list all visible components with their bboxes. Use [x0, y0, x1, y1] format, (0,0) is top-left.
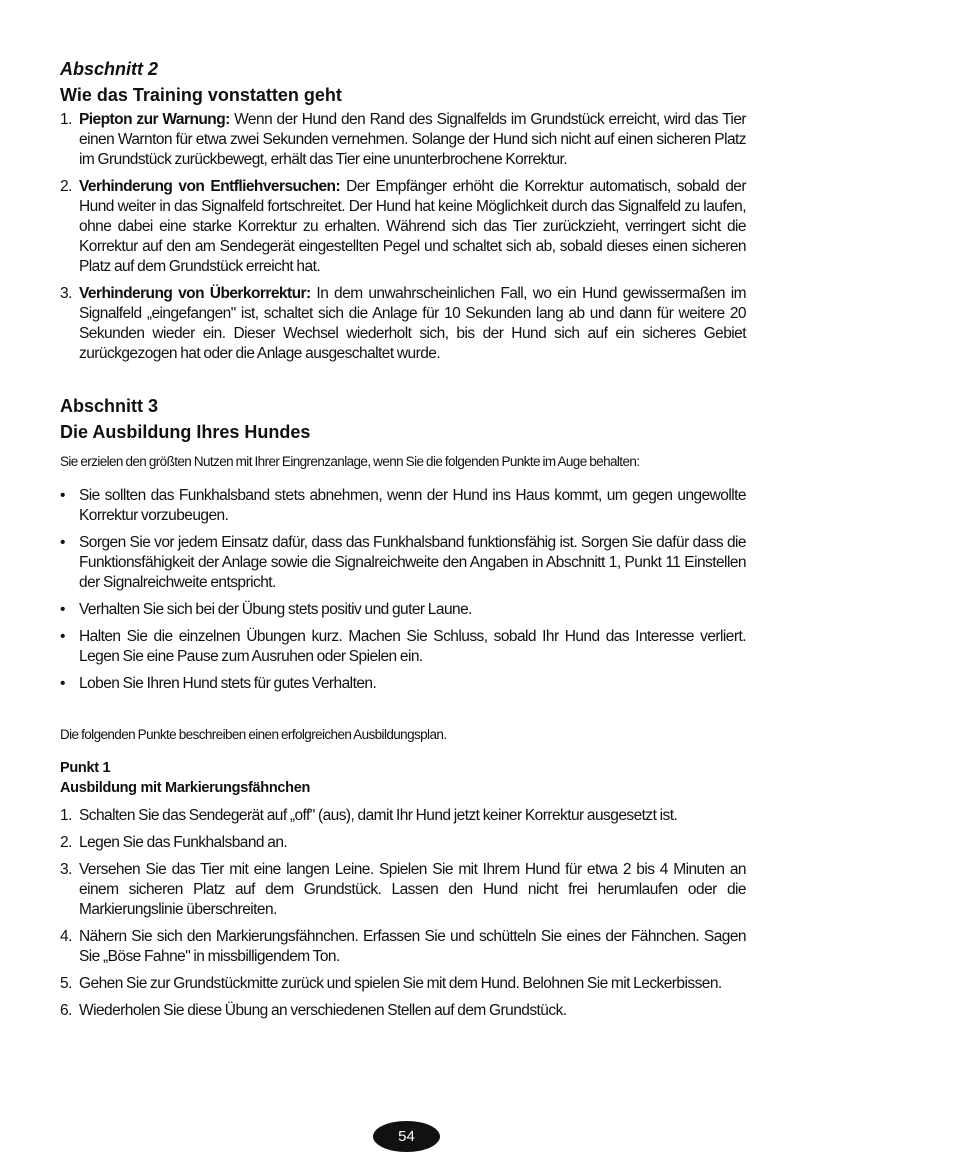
step-item — [60, 974, 746, 994]
bullet-icon: • — [60, 675, 65, 692]
step-number: 3. — [60, 861, 72, 878]
bullet-icon: • — [60, 487, 65, 504]
item-text: Wenn der Hund den Rand des Signalfelds im Grundstück erreicht, wird das Tier einen Warnton für etwa zwei Sekunden vernehmen. Solange der Hund sich nicht auf einen sicheren Platz im Grundstück zurückbewegt, erhält das Tier eine ununterbrochene Korrektur. — [79, 111, 747, 168]
punkt-1-label: Punkt 1 — [60, 760, 111, 776]
item-heading: Verhinderung von Überkorrektur: — [79, 285, 311, 302]
step-number: 2. — [60, 834, 72, 851]
step-text: Legen Sie das Funkhalsband an. — [79, 834, 288, 851]
bullet-item — [60, 486, 746, 526]
list-item — [60, 177, 746, 277]
section-2-label: Abschnitt 2 — [60, 59, 159, 79]
step-item — [60, 833, 746, 853]
list-item — [60, 284, 746, 364]
bullet-icon: • — [60, 628, 65, 645]
page-number-badge: 54 — [373, 1121, 440, 1152]
bullet-text: Halten Sie die einzelnen Übungen kurz. Machen Sie Schluss, sobald Ihr Hund das Interesse verliert. Legen Sie eine Pause zum Ausruhen oder Spielen ein. — [79, 628, 746, 665]
step-item — [60, 860, 746, 920]
bullet-item — [60, 533, 746, 593]
step-item — [60, 927, 746, 967]
section-2-title: Wie das Training vonstatten geht — [60, 85, 342, 105]
bullet-icon: • — [60, 601, 65, 618]
step-text: Schalten Sie das Sendegerät auf „off" (aus), damit Ihr Hund jetzt keiner Korrektur ausgesetzt ist. — [79, 807, 678, 824]
bullet-icon: • — [60, 534, 65, 551]
item-number: 1. — [60, 111, 72, 128]
punkt-1-title: Ausbildung mit Markierungsfähnchen — [60, 780, 311, 796]
step-text: Nähern Sie sich den Markierungsfähnchen. Erfassen Sie und schütteln Sie eines der Fähnchen. Sagen Sie „Böse Fahne" in missbilligendem Ton. — [79, 928, 746, 965]
section-3-label: Abschnitt 3 — [60, 396, 159, 416]
section-3 — [60, 393, 746, 445]
section-3-bullets — [60, 486, 746, 694]
section-2-list — [60, 110, 746, 364]
punkt-1-steps — [60, 806, 746, 1021]
list-item — [60, 110, 746, 170]
bullet-text: Loben Sie Ihren Hund stets für gutes Verhalten. — [79, 675, 377, 692]
item-number: 2. — [60, 178, 72, 195]
step-number: 5. — [60, 975, 72, 992]
punkt-1 — [60, 758, 746, 798]
bullet-item — [60, 674, 746, 694]
bullet-item — [60, 600, 746, 620]
bullet-text: Verhalten Sie sich bei der Übung stets positiv und guter Laune. — [79, 601, 472, 618]
step-text: Versehen Sie das Tier mit eine langen Leine. Spielen Sie mit Ihrem Hund für etwa 2 bis 4 Minuten an einem sicheren Platz auf dem Grundstück. Lassen den Hund nicht frei herumlaufen oder die Markierungslinie überschreiten. — [79, 861, 746, 918]
section-2 — [60, 56, 746, 108]
step-number: 1. — [60, 807, 72, 824]
section-3-title: Die Ausbildung Ihres Hundes — [60, 422, 311, 442]
step-text: Wiederholen Sie diese Übung an verschiedenen Stellen auf dem Grundstück. — [79, 1002, 567, 1019]
step-item — [60, 806, 746, 826]
step-number: 4. — [60, 928, 72, 945]
bullet-text: Sorgen Sie vor jedem Einsatz dafür, dass das Funkhalsband funktionsfähig ist. Sorgen Sie dafür dass die Funktionsfähigkeit der Anlage sowie die Signalreichweite den Angaben in Abschnitt 1, Punkt 11 Einstellen der Signalreichweite entspricht. — [79, 534, 746, 591]
step-text: Gehen Sie zur Grundstückmitte zurück und spielen Sie mit dem Hund. Belohnen Sie mit Leckerbissen. — [79, 975, 722, 992]
section-3-intro: Sie erzielen den größten Nutzen mit Ihrer Eingrenzanlage, wenn Sie die folgenden Punkte im Auge behalten: — [60, 454, 640, 469]
step-item — [60, 1001, 746, 1021]
item-text: In dem unwahrscheinlichen Fall, wo ein Hund gewissermaßen im Signalfeld „eingefangen" ist, schaltet sich die Anlage für 10 Sekunden lang ab und dann für weitere 20 Sekunden wieder ein. Dieser Wechsel wiederholt sich, bis der Hund sich auf ein sicheres Gebiet zurückgezogen hat oder die Anlage ausgeschaltet wurde. — [79, 285, 746, 362]
bullet-item — [60, 627, 746, 667]
item-heading: Verhinderung von Entfliehversuchen: — [79, 178, 341, 195]
step-number: 6. — [60, 1002, 72, 1019]
item-number: 3. — [60, 285, 72, 302]
item-text: Der Empfänger erhöht die Korrektur automatisch, sobald der Hund weiter in das Signalfeld fortschreitet. Der Hund hat keine Möglichkeit durch das Signalfeld zu laufen, ohne dabei eine starke Korrektur zu erhalten. Während sich das Tier zurückzieht, verringert sicht die Korrektur auf den am Sendegerät eingestellten Pegel und schaltet sich ab, sobald dieses einen sicheren Platz auf dem Grundstück erreicht hat. — [79, 178, 746, 275]
item-heading: Piepton zur Warnung: — [79, 111, 230, 128]
bullet-text: Sie sollten das Funkhalsband stets abnehmen, wenn der Hund ins Haus kommt, um gegen ungewollte Korrektur vorzubeugen. — [79, 487, 746, 524]
plan-intro: Die folgenden Punkte beschreiben einen erfolgreichen Ausbildungsplan. — [60, 727, 447, 742]
